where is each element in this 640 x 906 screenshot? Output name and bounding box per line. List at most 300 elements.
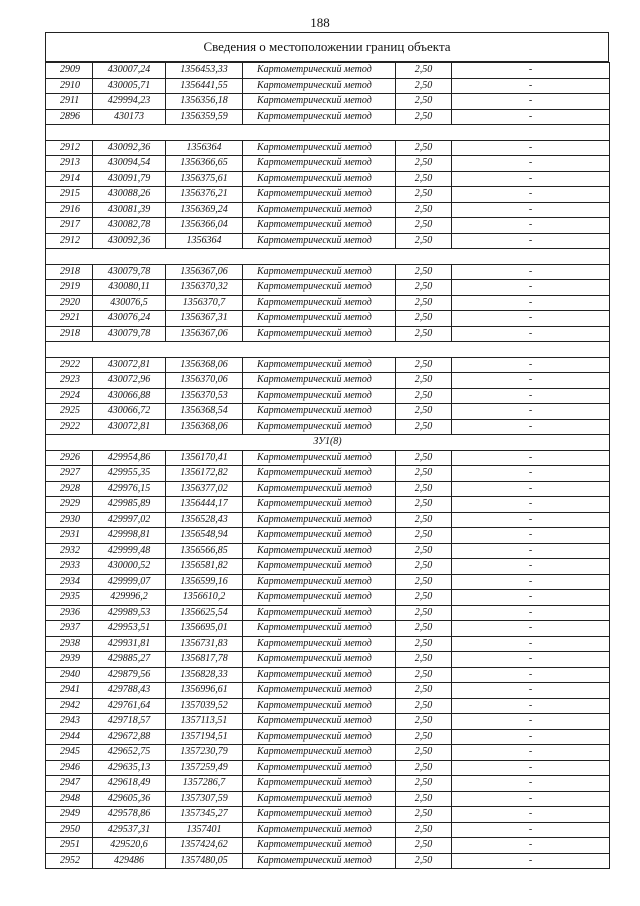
table-row — [46, 109, 610, 125]
coordinate-y: 1356731,83 — [166, 636, 243, 652]
description-cell: - — [452, 78, 610, 94]
coordinate-y: 1356599,16 — [166, 574, 243, 590]
description-cell: - — [452, 543, 610, 559]
point-number: 2937 — [46, 621, 93, 637]
table-row — [46, 853, 610, 869]
accuracy-cell: 2,50 — [396, 450, 452, 466]
description-cell: - — [452, 404, 610, 420]
coordinate-y: 1356368,06 — [166, 419, 243, 435]
table-row — [46, 683, 610, 699]
table-row — [46, 295, 610, 311]
accuracy-cell: 2,50 — [396, 466, 452, 482]
point-number: 2931 — [46, 528, 93, 544]
description-cell: - — [452, 233, 610, 249]
method-cell: Картометрический метод — [243, 373, 396, 389]
coordinate-y: 1356828,33 — [166, 667, 243, 683]
table-row — [46, 140, 610, 156]
description-cell: - — [452, 218, 610, 234]
accuracy-cell: 2,50 — [396, 326, 452, 342]
coordinate-x: 429578,86 — [93, 807, 166, 823]
table-row — [46, 698, 610, 714]
empty-cell — [452, 125, 610, 141]
coordinate-x: 430079,78 — [93, 264, 166, 280]
accuracy-cell: 2,50 — [396, 714, 452, 730]
empty-cell — [243, 342, 396, 358]
method-cell: Картометрический метод — [243, 280, 396, 296]
group-separator-row — [46, 342, 610, 358]
accuracy-cell: 2,50 — [396, 78, 452, 94]
coordinate-y: 1356368,54 — [166, 404, 243, 420]
table-row — [46, 590, 610, 606]
description-cell: - — [452, 760, 610, 776]
coordinate-y: 1357480,05 — [166, 853, 243, 869]
boundary-coordinates-table — [45, 62, 610, 869]
coordinate-x: 429955,35 — [93, 466, 166, 482]
table-row — [46, 621, 610, 637]
description-cell: - — [452, 559, 610, 575]
table-row — [46, 171, 610, 187]
point-number: 2918 — [46, 264, 93, 280]
point-number: 2921 — [46, 311, 93, 327]
coordinate-x: 429635,13 — [93, 760, 166, 776]
description-cell: - — [452, 528, 610, 544]
method-cell: Картометрический метод — [243, 233, 396, 249]
method-cell: Картометрический метод — [243, 636, 396, 652]
accuracy-cell: 2,50 — [396, 357, 452, 373]
accuracy-cell: 2,50 — [396, 202, 452, 218]
coordinate-x: 430082,78 — [93, 218, 166, 234]
method-cell: Картометрический метод — [243, 729, 396, 745]
coordinate-y: 1356364 — [166, 233, 243, 249]
accuracy-cell: 2,50 — [396, 419, 452, 435]
description-cell: - — [452, 745, 610, 761]
coordinate-y: 1356367,31 — [166, 311, 243, 327]
accuracy-cell: 2,50 — [396, 63, 452, 79]
table-row — [46, 373, 610, 389]
accuracy-cell: 2,50 — [396, 698, 452, 714]
coordinate-y: 1356695,01 — [166, 621, 243, 637]
method-cell: Картометрический метод — [243, 543, 396, 559]
point-number: 2920 — [46, 295, 93, 311]
coordinate-y: 1356170,41 — [166, 450, 243, 466]
table-row — [46, 78, 610, 94]
accuracy-cell: 2,50 — [396, 109, 452, 125]
accuracy-cell: 2,50 — [396, 295, 452, 311]
description-cell: - — [452, 791, 610, 807]
point-number: 2948 — [46, 791, 93, 807]
method-cell: Картометрический метод — [243, 574, 396, 590]
point-number: 2922 — [46, 357, 93, 373]
coordinate-x: 430094,54 — [93, 156, 166, 172]
accuracy-cell: 2,50 — [396, 543, 452, 559]
coordinate-y: 1356375,61 — [166, 171, 243, 187]
accuracy-cell: 2,50 — [396, 94, 452, 110]
table-row — [46, 326, 610, 342]
table-row — [46, 559, 610, 575]
group-separator-row — [46, 125, 610, 141]
coordinate-y: 1357039,52 — [166, 698, 243, 714]
table-row — [46, 543, 610, 559]
coordinate-x: 429520,6 — [93, 838, 166, 854]
method-cell: Картометрический метод — [243, 683, 396, 699]
coordinate-y: 1357194,51 — [166, 729, 243, 745]
table-row — [46, 528, 610, 544]
description-cell: - — [452, 776, 610, 792]
description-cell: - — [452, 652, 610, 668]
method-cell: Картометрический метод — [243, 760, 396, 776]
description-cell: - — [452, 667, 610, 683]
table-row — [46, 745, 610, 761]
coordinate-x: 430091,79 — [93, 171, 166, 187]
empty-cell — [93, 249, 166, 265]
coordinate-y: 1357230,79 — [166, 745, 243, 761]
coordinate-y: 1356366,65 — [166, 156, 243, 172]
empty-cell — [93, 125, 166, 141]
coordinate-x: 429998,81 — [93, 528, 166, 544]
method-cell: Картометрический метод — [243, 745, 396, 761]
coordinate-x: 429761,64 — [93, 698, 166, 714]
coordinate-y: 1356366,04 — [166, 218, 243, 234]
description-cell: - — [452, 466, 610, 482]
method-cell: Картометрический метод — [243, 466, 396, 482]
point-number: 2925 — [46, 404, 93, 420]
method-cell: Картометрический метод — [243, 264, 396, 280]
method-cell: Картометрический метод — [243, 140, 396, 156]
point-number: 2934 — [46, 574, 93, 590]
accuracy-cell: 2,50 — [396, 791, 452, 807]
point-number: 2941 — [46, 683, 93, 699]
empty-cell — [166, 125, 243, 141]
description-cell: - — [452, 729, 610, 745]
section-header-row — [46, 435, 610, 451]
coordinate-y: 1356369,24 — [166, 202, 243, 218]
accuracy-cell: 2,50 — [396, 373, 452, 389]
method-cell: Картометрический метод — [243, 311, 396, 327]
coordinate-y: 1357113,51 — [166, 714, 243, 730]
point-number: 2943 — [46, 714, 93, 730]
point-number: 2939 — [46, 652, 93, 668]
accuracy-cell: 2,50 — [396, 605, 452, 621]
description-cell: - — [452, 481, 610, 497]
coordinate-x: 429994,23 — [93, 94, 166, 110]
coordinate-y: 1357424,62 — [166, 838, 243, 854]
accuracy-cell: 2,50 — [396, 512, 452, 528]
coordinate-x: 429996,2 — [93, 590, 166, 606]
coordinate-y: 1357345,27 — [166, 807, 243, 823]
point-number: 2926 — [46, 450, 93, 466]
description-cell: - — [452, 311, 610, 327]
table-row — [46, 311, 610, 327]
point-number: 2919 — [46, 280, 93, 296]
point-number: 2936 — [46, 605, 93, 621]
coordinate-y: 1356359,59 — [166, 109, 243, 125]
description-cell: - — [452, 156, 610, 172]
accuracy-cell: 2,50 — [396, 264, 452, 280]
description-cell: - — [452, 419, 610, 435]
empty-cell — [396, 125, 452, 141]
description-cell: - — [452, 838, 610, 854]
point-number: 2909 — [46, 63, 93, 79]
coordinate-x: 429788,43 — [93, 683, 166, 699]
coordinate-x: 430072,81 — [93, 419, 166, 435]
method-cell: Картометрический метод — [243, 63, 396, 79]
coordinate-y: 1356364 — [166, 140, 243, 156]
point-number: 2914 — [46, 171, 93, 187]
coordinate-x: 430080,11 — [93, 280, 166, 296]
accuracy-cell: 2,50 — [396, 807, 452, 823]
point-number: 2916 — [46, 202, 93, 218]
point-number: 2928 — [46, 481, 93, 497]
coordinate-y: 1356548,94 — [166, 528, 243, 544]
description-cell: - — [452, 512, 610, 528]
accuracy-cell: 2,50 — [396, 590, 452, 606]
table-row — [46, 791, 610, 807]
description-cell: - — [452, 295, 610, 311]
method-cell: Картометрический метод — [243, 481, 396, 497]
method-cell: Картометрический метод — [243, 94, 396, 110]
point-number: 2927 — [46, 466, 93, 482]
accuracy-cell: 2,50 — [396, 497, 452, 513]
description-cell: - — [452, 853, 610, 869]
accuracy-cell: 2,50 — [396, 636, 452, 652]
point-number: 2912 — [46, 140, 93, 156]
point-number: 2915 — [46, 187, 93, 203]
description-cell: - — [452, 171, 610, 187]
coordinate-x: 429999,48 — [93, 543, 166, 559]
accuracy-cell: 2,50 — [396, 853, 452, 869]
method-cell: Картометрический метод — [243, 202, 396, 218]
table-row — [46, 822, 610, 838]
coordinate-x: 429652,75 — [93, 745, 166, 761]
method-cell: Картометрический метод — [243, 528, 396, 544]
coordinate-y: 1356817,78 — [166, 652, 243, 668]
point-number: 2935 — [46, 590, 93, 606]
point-number: 2947 — [46, 776, 93, 792]
accuracy-cell: 2,50 — [396, 683, 452, 699]
accuracy-cell: 2,50 — [396, 729, 452, 745]
accuracy-cell: 2,50 — [396, 280, 452, 296]
method-cell: Картометрический метод — [243, 791, 396, 807]
accuracy-cell: 2,50 — [396, 481, 452, 497]
method-cell: Картометрический метод — [243, 326, 396, 342]
coordinate-y: 1356996,61 — [166, 683, 243, 699]
method-cell: Картометрический метод — [243, 497, 396, 513]
accuracy-cell: 2,50 — [396, 156, 452, 172]
coordinate-x: 430066,72 — [93, 404, 166, 420]
description-cell: - — [452, 187, 610, 203]
coordinate-x: 430007,24 — [93, 63, 166, 79]
point-number: 2942 — [46, 698, 93, 714]
point-number: 2929 — [46, 497, 93, 513]
method-cell: Картометрический метод — [243, 419, 396, 435]
coordinate-y: 1356444,17 — [166, 497, 243, 513]
description-cell: - — [452, 807, 610, 823]
coordinate-y: 1356370,06 — [166, 373, 243, 389]
accuracy-cell: 2,50 — [396, 652, 452, 668]
point-number: 2913 — [46, 156, 93, 172]
coordinate-y: 1356367,06 — [166, 326, 243, 342]
point-number: 2944 — [46, 729, 93, 745]
empty-cell — [93, 342, 166, 358]
table-row — [46, 605, 610, 621]
table-row — [46, 776, 610, 792]
coordinate-y: 1356370,53 — [166, 388, 243, 404]
description-cell: - — [452, 698, 610, 714]
coordinate-x: 429879,56 — [93, 667, 166, 683]
description-cell: - — [452, 264, 610, 280]
table-row — [46, 404, 610, 420]
coordinate-x: 429989,53 — [93, 605, 166, 621]
point-number: 2951 — [46, 838, 93, 854]
description-cell: - — [452, 63, 610, 79]
coordinate-x: 429718,57 — [93, 714, 166, 730]
page-number: 188 — [310, 15, 330, 30]
method-cell: Картометрический метод — [243, 605, 396, 621]
empty-cell — [243, 249, 396, 265]
description-cell: - — [452, 140, 610, 156]
point-number: 2917 — [46, 218, 93, 234]
method-cell: Картометрический метод — [243, 171, 396, 187]
point-number: 2933 — [46, 559, 93, 575]
accuracy-cell: 2,50 — [396, 745, 452, 761]
table-row — [46, 481, 610, 497]
method-cell: Картометрический метод — [243, 590, 396, 606]
description-cell: - — [452, 357, 610, 373]
method-cell: Картометрический метод — [243, 388, 396, 404]
accuracy-cell: 2,50 — [396, 574, 452, 590]
point-number: 2945 — [46, 745, 93, 761]
description-cell: - — [452, 636, 610, 652]
coordinate-y: 1356356,18 — [166, 94, 243, 110]
coordinate-x: 430000,52 — [93, 559, 166, 575]
table-row — [46, 419, 610, 435]
method-cell: Картометрический метод — [243, 559, 396, 575]
table-row — [46, 714, 610, 730]
group-separator-row — [46, 249, 610, 265]
table-row — [46, 233, 610, 249]
accuracy-cell: 2,50 — [396, 667, 452, 683]
point-number: 2930 — [46, 512, 93, 528]
coordinate-x: 430079,78 — [93, 326, 166, 342]
description-cell: - — [452, 714, 610, 730]
table-row — [46, 357, 610, 373]
method-cell: Картометрический метод — [243, 512, 396, 528]
empty-cell — [46, 125, 93, 141]
table-row — [46, 280, 610, 296]
table-row — [46, 218, 610, 234]
method-cell: Картометрический метод — [243, 667, 396, 683]
coordinate-x: 429486 — [93, 853, 166, 869]
method-cell: Картометрический метод — [243, 714, 396, 730]
coordinate-y: 1356377,02 — [166, 481, 243, 497]
description-cell: - — [452, 683, 610, 699]
coordinate-y: 1356370,32 — [166, 280, 243, 296]
section-label: ЗУ1(8) — [46, 435, 610, 451]
empty-cell — [166, 342, 243, 358]
coordinate-x: 430088,26 — [93, 187, 166, 203]
coordinate-x: 430076,5 — [93, 295, 166, 311]
point-number: 2923 — [46, 373, 93, 389]
empty-cell — [243, 125, 396, 141]
coordinate-y: 1357307,59 — [166, 791, 243, 807]
coordinate-y: 1356581,82 — [166, 559, 243, 575]
method-cell: Картометрический метод — [243, 187, 396, 203]
table-row — [46, 202, 610, 218]
accuracy-cell: 2,50 — [396, 838, 452, 854]
accuracy-cell: 2,50 — [396, 171, 452, 187]
table-title: Сведения о местоположении границ объекта — [45, 32, 609, 62]
coordinate-y: 1356625,54 — [166, 605, 243, 621]
description-cell: - — [452, 202, 610, 218]
description-cell: - — [452, 822, 610, 838]
table-row — [46, 156, 610, 172]
coordinate-x: 429618,49 — [93, 776, 166, 792]
coordinate-y: 1356367,06 — [166, 264, 243, 280]
coordinate-y: 1356376,21 — [166, 187, 243, 203]
table-row — [46, 574, 610, 590]
empty-cell — [46, 249, 93, 265]
description-cell: - — [452, 590, 610, 606]
table-body — [46, 63, 610, 869]
table-row — [46, 264, 610, 280]
method-cell: Картометрический метод — [243, 698, 396, 714]
coordinate-x: 430076,24 — [93, 311, 166, 327]
accuracy-cell: 2,50 — [396, 760, 452, 776]
coordinate-y: 1356453,33 — [166, 63, 243, 79]
coordinate-x: 429997,02 — [93, 512, 166, 528]
point-number: 2922 — [46, 419, 93, 435]
description-cell: - — [452, 94, 610, 110]
coordinate-x: 429672,88 — [93, 729, 166, 745]
method-cell: Картометрический метод — [243, 357, 396, 373]
method-cell: Картометрический метод — [243, 822, 396, 838]
coordinate-y: 1357259,49 — [166, 760, 243, 776]
table-row — [46, 497, 610, 513]
table-row — [46, 187, 610, 203]
description-cell: - — [452, 326, 610, 342]
description-cell: - — [452, 497, 610, 513]
table-row — [46, 729, 610, 745]
coordinate-y: 1357286,7 — [166, 776, 243, 792]
coordinate-x: 429885,27 — [93, 652, 166, 668]
method-cell: Картометрический метод — [243, 404, 396, 420]
empty-cell — [396, 342, 452, 358]
description-cell: - — [452, 280, 610, 296]
point-number: 2918 — [46, 326, 93, 342]
coordinate-x: 429976,15 — [93, 481, 166, 497]
method-cell: Картометрический метод — [243, 156, 396, 172]
method-cell: Картометрический метод — [243, 109, 396, 125]
coordinate-x: 429985,89 — [93, 497, 166, 513]
table-row — [46, 652, 610, 668]
method-cell: Картометрический метод — [243, 776, 396, 792]
method-cell: Картометрический метод — [243, 807, 396, 823]
description-cell: - — [452, 574, 610, 590]
description-cell: - — [452, 388, 610, 404]
coordinate-y: 1356368,06 — [166, 357, 243, 373]
coordinate-x: 429954,86 — [93, 450, 166, 466]
coordinate-x: 430005,71 — [93, 78, 166, 94]
accuracy-cell: 2,50 — [396, 233, 452, 249]
coordinate-y: 1357401 — [166, 822, 243, 838]
method-cell: Картометрический метод — [243, 652, 396, 668]
coordinate-x: 430072,81 — [93, 357, 166, 373]
coordinate-x: 429931,81 — [93, 636, 166, 652]
coordinate-x: 429537,31 — [93, 822, 166, 838]
accuracy-cell: 2,50 — [396, 311, 452, 327]
table-row — [46, 388, 610, 404]
accuracy-cell: 2,50 — [396, 621, 452, 637]
